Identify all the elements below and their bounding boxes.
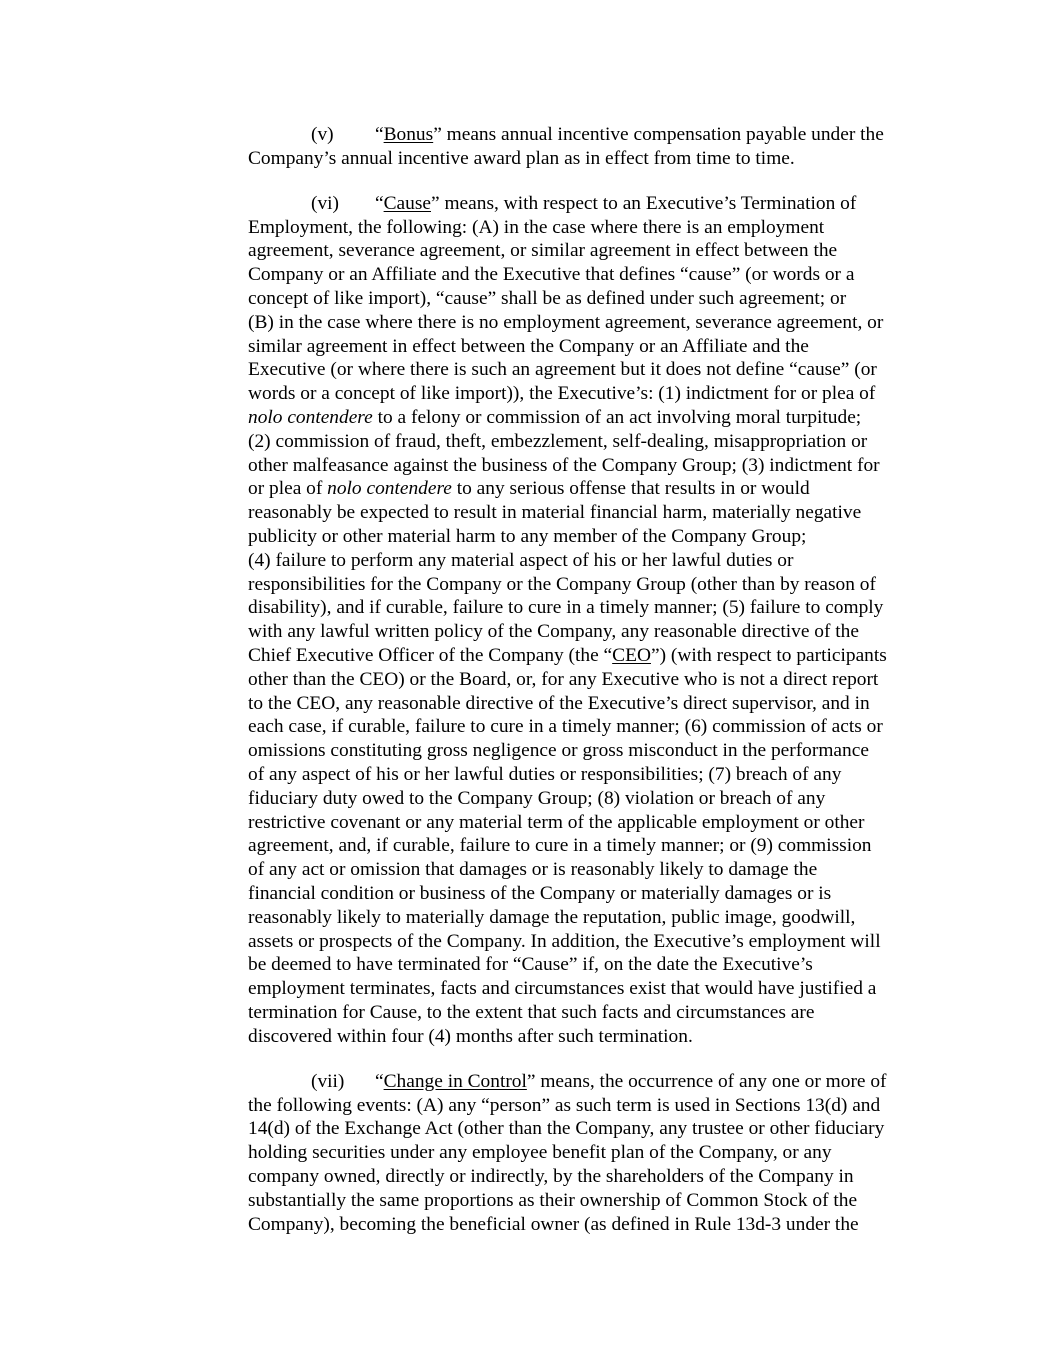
text-line <box>248 1189 938 1213</box>
text-line <box>248 953 938 977</box>
text-run: ” means annual incentive compensation payable under the <box>433 124 884 145</box>
text-line <box>248 454 938 478</box>
text-run: “ <box>375 124 384 145</box>
text-run: ” means, the occurrence of any one or more of <box>526 1070 887 1092</box>
text-run: the following events: (A) any “person” as such term is used in Sections 13(d) and <box>248 1094 881 1116</box>
text-line <box>248 1001 938 1025</box>
text-line <box>248 882 938 906</box>
text-run: reasonably be expected to result in material financial harm, materially negative <box>248 502 862 524</box>
text-run: termination for Cause, to the extent that such facts and circumstances are <box>248 1001 815 1023</box>
text-line <box>248 358 938 382</box>
text-run: responsibilities for the Company or the Company Group (other than by reason of <box>248 573 876 595</box>
text-run: other than the CEO) or the Board, or, for any Executive who is not a direct report <box>248 668 879 690</box>
text-line <box>248 1165 938 1189</box>
text-run: ” means, with respect to an Executive’s Termination of <box>431 192 857 214</box>
text-line <box>248 406 938 430</box>
text-line <box>248 644 938 668</box>
text-run: other malfeasance against the business of the Company Group; (3) indictment for <box>248 454 880 476</box>
text-run: Chief Executive Officer of the Company (the “ <box>248 645 613 667</box>
text-run: assets or prospects of the Company. In addition, the Executive’s employment will <box>248 930 881 952</box>
defined-term: Cause <box>383 192 431 214</box>
text-run: similar agreement in effect between the Company or an Affiliate and the <box>248 335 809 357</box>
text-line <box>248 1117 938 1141</box>
text-run: to the CEO, any reasonable directive of the Executive’s direct supervisor, and in <box>248 692 870 714</box>
text-line <box>248 263 938 287</box>
text-run: of any aspect of his or her lawful duties or responsibilities; (7) breach of any <box>248 764 842 786</box>
text-run: restrictive covenant or any material term of the applicable employment or other <box>248 811 865 833</box>
text-run: (B) in the case where there is no employment agreement, severance agreement, or <box>248 311 884 333</box>
text-run: “ <box>375 192 384 214</box>
clause-paragraph <box>248 192 938 1049</box>
text-run: Employment, the following: (A) in the case where there is an employment <box>248 216 825 238</box>
text-line <box>248 715 938 739</box>
text-run: (2) commission of fraud, theft, embezzlement, self-dealing, misappropriation or <box>248 430 868 452</box>
text-run: holding securities under any employee benefit plan of the Company, or any <box>248 1142 832 1164</box>
clause-paragraph <box>248 1070 938 1237</box>
text-line <box>248 930 938 954</box>
clause-paragraph <box>248 123 938 171</box>
text-line <box>248 1213 938 1237</box>
text-line <box>248 525 938 549</box>
text-run: to a felony or commission of an act involving moral turpitude; <box>372 407 862 429</box>
text-run: reasonably likely to materially damage the reputation, public image, goodwill, <box>248 906 856 928</box>
text-run: agreement, and, if curable, failure to cure in a timely manner; or (9) commission <box>248 835 872 857</box>
text-run: company owned, directly or indirectly, by the shareholders of the Company in <box>248 1166 854 1188</box>
text-run: ”) (with respect to participants <box>650 645 887 667</box>
text-line <box>248 596 938 620</box>
clause-number: (vii) <box>311 1070 345 1092</box>
text-run: Company or an Affiliate and the Executive that defines “cause” (or words or a <box>248 264 855 286</box>
text-line <box>248 549 938 573</box>
text-line <box>248 1141 938 1165</box>
text-line <box>248 287 938 311</box>
text-line <box>248 668 938 692</box>
text-run: Company), becoming the beneficial owner (as defined in Rule 13d-3 under the <box>248 1213 859 1235</box>
text-run: or plea of <box>248 478 328 500</box>
clause-number: (vi) <box>311 192 339 214</box>
text-run: words or a concept of like import)), the Executive’s: (1) indictment for or plea of <box>248 383 876 405</box>
text-line <box>248 335 938 359</box>
text-line <box>248 123 938 147</box>
text-line <box>248 1025 938 1049</box>
text-run: with any lawful written policy of the Company, any reasonable directive of the <box>248 621 859 643</box>
text-run: “ <box>375 1070 384 1092</box>
text-run: 14(d) of the Exchange Act (other than the Company, any trustee or other fiduciary <box>248 1118 885 1140</box>
text-line <box>248 834 938 858</box>
text-line <box>248 692 938 716</box>
defined-term: CEO <box>612 645 651 667</box>
italic-term: nolo contendere <box>248 407 373 429</box>
defined-term: Bonus <box>383 124 434 145</box>
text-line <box>248 739 938 763</box>
text-run: of any act or omission that damages or is reasonably likely to damage the <box>248 859 818 881</box>
text-line <box>248 573 938 597</box>
text-run: concept of like import), “cause” shall be as defined under such agreement; or <box>248 288 847 310</box>
defined-term: Change in Control <box>383 1070 527 1092</box>
text-line <box>248 620 938 644</box>
text-line <box>248 787 938 811</box>
text-run: disability), and if curable, failure to cure in a timely manner; (5) failure to comply <box>248 597 884 619</box>
text-line <box>248 811 938 835</box>
text-line <box>248 430 938 454</box>
text-run: (4) failure to perform any material aspect of his or her lawful duties or <box>248 549 794 571</box>
text-run: Executive (or where there is such an agreement but it does not define “cause” (or <box>248 359 877 381</box>
text-line <box>248 192 938 216</box>
text-run: publicity or other material harm to any member of the Company Group; <box>248 526 807 548</box>
text-run: omissions constituting gross negligence or gross misconduct in the performance <box>248 740 869 762</box>
text-run: to any serious offense that results in or would <box>451 478 810 500</box>
text-run: be deemed to have terminated for “Cause” if, on the date the Executive’s <box>248 954 813 976</box>
text-line <box>248 501 938 525</box>
text-line <box>248 382 938 406</box>
text-run: substantially the same proportions as their ownership of Common Stock of the <box>248 1189 858 1211</box>
text-line <box>248 858 938 882</box>
text-run: financial condition or business of the Company or materially damages or is <box>248 883 832 904</box>
text-line <box>248 216 938 240</box>
text-line <box>248 477 938 501</box>
text-line <box>248 147 938 171</box>
text-run: employment terminates, facts and circumstances exist that would have justified a <box>248 978 877 1000</box>
text-run: each case, if curable, failure to cure in a timely manner; (6) commission of acts or <box>248 716 883 738</box>
text-line <box>248 239 938 263</box>
document-page <box>248 123 938 1236</box>
clause-number: (v) <box>311 124 334 145</box>
text-line <box>248 906 938 930</box>
text-line <box>248 763 938 787</box>
text-run: agreement, severance agreement, or similar agreement in effect between the <box>248 240 838 262</box>
text-line <box>248 311 938 335</box>
text-run: Company’s annual incentive award plan as in effect from time to time. <box>248 147 795 169</box>
italic-term: nolo contendere <box>327 478 452 500</box>
text-line <box>248 1070 938 1094</box>
text-run: discovered within four (4) months after such termination. <box>248 1025 693 1047</box>
text-line <box>248 1094 938 1118</box>
text-run: fiduciary duty owed to the Company Group; (8) violation or breach of any <box>248 787 826 809</box>
text-line <box>248 977 938 1001</box>
